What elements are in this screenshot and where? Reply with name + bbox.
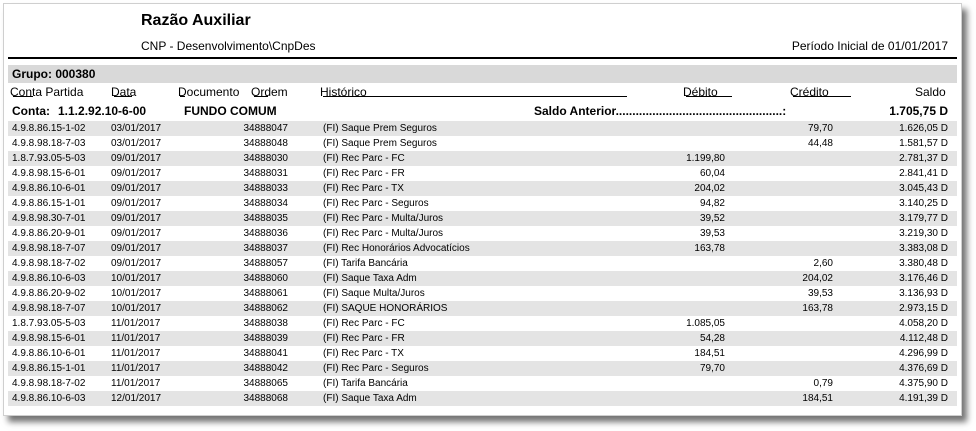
row-historico: (FI) SAQUE HONORÁRIOS bbox=[323, 303, 448, 314]
row-credito: 163,78 bbox=[802, 303, 833, 314]
table-row bbox=[8, 211, 957, 226]
row-historico: (FI) Rec Parc - FC bbox=[323, 318, 405, 329]
row-historico: (FI) Rec Honorários Advocatícios bbox=[323, 243, 470, 254]
row-documento: 34888061 bbox=[243, 288, 288, 299]
row-data: 09/01/2017 bbox=[111, 228, 162, 239]
report-subtitle: CNP - Desenvolvimento\CnpDes bbox=[141, 39, 316, 53]
row-debito: 163,78 bbox=[694, 243, 725, 254]
row-historico: (FI) Rec Parc - FR bbox=[323, 168, 405, 179]
row-documento: 34888041 bbox=[243, 348, 288, 359]
table-row bbox=[8, 196, 957, 211]
row-documento: 34888033 bbox=[243, 183, 288, 194]
row-conta-partida: 4.9.8.86.15-1-01 bbox=[12, 363, 86, 374]
row-historico: (FI) Rec Parc - TX bbox=[323, 348, 404, 359]
table-row bbox=[8, 271, 957, 286]
table-row bbox=[8, 346, 957, 361]
row-credito: 39,53 bbox=[807, 288, 833, 299]
table-row bbox=[8, 226, 957, 241]
row-saldo: 4.112,48 D bbox=[899, 333, 948, 344]
row-credito: 0,79 bbox=[813, 378, 833, 389]
row-data: 11/01/2017 bbox=[111, 363, 161, 374]
row-saldo: 3.219,30 D bbox=[899, 228, 948, 239]
row-conta-partida: 4.9.8.98.15-6-01 bbox=[12, 168, 86, 179]
row-data: 11/01/2017 bbox=[111, 348, 161, 359]
row-documento: 34888035 bbox=[243, 213, 288, 224]
table-row bbox=[8, 121, 957, 136]
row-conta-partida: 4.9.8.86.20-9-01 bbox=[12, 228, 86, 239]
row-documento: 34888057 bbox=[243, 258, 288, 269]
row-conta-partida: 4.9.8.86.10-6-01 bbox=[12, 348, 86, 359]
table-row bbox=[8, 151, 957, 166]
table-row bbox=[8, 286, 957, 301]
row-historico: (FI) Rec Parc - Seguros bbox=[323, 363, 429, 374]
row-conta-partida: 1.8.7.93.05-5-03 bbox=[12, 318, 86, 329]
row-conta-partida: 4.9.8.98.18-7-02 bbox=[12, 258, 86, 269]
row-documento: 34888060 bbox=[243, 273, 288, 284]
row-historico: (FI) Saque Taxa Adm bbox=[323, 273, 417, 284]
row-saldo: 1.626,05 D bbox=[899, 123, 948, 134]
row-conta-partida: 4.9.8.86.10-6-01 bbox=[12, 183, 86, 194]
row-saldo: 3.045,43 D bbox=[899, 183, 948, 194]
row-conta-partida: 4.9.8.86.20-9-02 bbox=[12, 288, 86, 299]
row-debito: 204,02 bbox=[694, 183, 725, 194]
table-row bbox=[8, 376, 957, 391]
row-historico: (FI) Rec Parc - Multa/Juros bbox=[323, 228, 444, 239]
row-data: 09/01/2017 bbox=[111, 168, 162, 179]
row-historico: (FI) Saque Taxa Adm bbox=[323, 393, 417, 404]
saldo-anterior-label: Saldo Anterior..................................................: bbox=[534, 104, 787, 118]
row-data: 10/01/2017 bbox=[111, 303, 162, 314]
row-saldo: 3.140,25 D bbox=[899, 198, 948, 209]
row-historico: (FI) Rec Parc - Multa/Juros bbox=[323, 213, 444, 224]
report-period: Período Inicial de 01/01/2017 bbox=[791, 39, 948, 53]
row-saldo: 4.191,39 D bbox=[899, 393, 948, 404]
row-debito: 79,70 bbox=[699, 363, 725, 374]
row-documento: 34888031 bbox=[243, 168, 288, 179]
row-documento: 34888039 bbox=[243, 333, 288, 344]
table-row bbox=[8, 301, 957, 316]
ledger-rows bbox=[8, 121, 957, 406]
row-documento: 34888068 bbox=[243, 393, 288, 404]
row-saldo: 4.375,90 D bbox=[899, 378, 948, 389]
row-historico: (FI) Saque Multa/Juros bbox=[323, 288, 425, 299]
row-credito: 79,70 bbox=[807, 123, 833, 134]
row-historico: (FI) Tarifa Bancária bbox=[323, 378, 408, 389]
row-documento: 34888062 bbox=[243, 303, 288, 314]
table-row bbox=[8, 181, 957, 196]
report-page bbox=[3, 3, 962, 416]
row-saldo: 3.179,77 D bbox=[899, 213, 948, 224]
table-row bbox=[8, 331, 957, 346]
account-line bbox=[8, 103, 957, 119]
row-saldo: 3.383,08 D bbox=[899, 243, 948, 254]
table-row bbox=[8, 361, 957, 376]
row-credito: 204,02 bbox=[802, 273, 833, 284]
row-credito: 184,51 bbox=[802, 393, 833, 404]
row-conta-partida: 1.8.7.93.05-5-03 bbox=[12, 153, 86, 164]
col-saldo: Saldo bbox=[915, 85, 946, 99]
table-row bbox=[8, 166, 957, 181]
account-label: Conta: bbox=[12, 104, 50, 118]
row-saldo: 4.058,20 D bbox=[899, 318, 948, 329]
row-data: 11/01/2017 bbox=[111, 378, 161, 389]
row-debito: 184,51 bbox=[694, 348, 725, 359]
row-debito: 94,82 bbox=[699, 198, 725, 209]
row-conta-partida: 4.9.8.98.15-6-01 bbox=[12, 333, 86, 344]
row-data: 03/01/2017 bbox=[111, 138, 162, 149]
row-saldo: 1.581,57 D bbox=[899, 138, 948, 149]
row-documento: 34888036 bbox=[243, 228, 288, 239]
row-saldo: 2.841,41 D bbox=[899, 168, 948, 179]
row-saldo: 3.380,48 D bbox=[899, 258, 948, 269]
column-headers: Conta Partida Data Documento Ordem Histórico Débito Crédito Saldo bbox=[10, 85, 946, 99]
saldo-anterior-value: 1.705,75 D bbox=[889, 104, 948, 118]
table-row bbox=[8, 316, 957, 331]
row-conta-partida: 4.9.8.98.18-7-07 bbox=[12, 243, 86, 254]
row-debito: 39,53 bbox=[699, 228, 725, 239]
row-documento: 34888034 bbox=[243, 198, 288, 209]
row-saldo: 3.176,46 D bbox=[899, 273, 948, 284]
table-row bbox=[8, 256, 957, 271]
header-divider bbox=[8, 57, 957, 59]
row-documento: 34888065 bbox=[243, 378, 288, 389]
row-historico: (FI) Tarifa Bancária bbox=[323, 258, 408, 269]
row-data: 10/01/2017 bbox=[111, 288, 162, 299]
row-data: 09/01/2017 bbox=[111, 183, 162, 194]
row-data: 12/01/2017 bbox=[111, 393, 162, 404]
row-data: 09/01/2017 bbox=[111, 153, 162, 164]
row-data: 10/01/2017 bbox=[111, 273, 162, 284]
row-data: 03/01/2017 bbox=[111, 123, 162, 134]
row-historico: (FI) Saque Prem Seguros bbox=[323, 123, 437, 134]
row-conta-partida: 4.9.8.86.10-6-03 bbox=[12, 393, 86, 404]
row-conta-partida: 4.9.8.98.18-7-03 bbox=[12, 138, 86, 149]
row-data: 11/01/2017 bbox=[111, 333, 161, 344]
row-conta-partida: 4.9.8.98.18-7-07 bbox=[12, 303, 86, 314]
row-debito: 1.199,80 bbox=[686, 153, 725, 164]
row-saldo: 2.973,15 D bbox=[899, 303, 948, 314]
row-debito: 54,28 bbox=[699, 333, 725, 344]
row-credito: 2,60 bbox=[813, 258, 833, 269]
row-historico: (FI) Rec Parc - FR bbox=[323, 333, 405, 344]
row-documento: 34888030 bbox=[243, 153, 288, 164]
row-historico: (FI) Rec Parc - FC bbox=[323, 153, 405, 164]
row-conta-partida: 4.9.8.98.30-7-01 bbox=[12, 213, 86, 224]
row-historico: (FI) Rec Parc - Seguros bbox=[323, 198, 429, 209]
row-conta-partida: 4.9.8.86.15-1-02 bbox=[12, 123, 86, 134]
row-debito: 39,52 bbox=[699, 213, 725, 224]
row-data: 11/01/2017 bbox=[111, 318, 161, 329]
account-code: 1.1.2.92.10-6-00 bbox=[58, 104, 147, 118]
row-documento: 34888037 bbox=[243, 243, 288, 254]
row-documento: 34888042 bbox=[243, 363, 288, 374]
table-row bbox=[8, 136, 957, 151]
row-conta-partida: 4.9.8.86.10-6-03 bbox=[12, 273, 86, 284]
report-title: Razão Auxiliar bbox=[141, 12, 251, 29]
row-historico: (FI) Rec Parc - TX bbox=[323, 183, 404, 194]
row-debito: 60,04 bbox=[699, 168, 725, 179]
row-conta-partida: 4.9.8.98.18-7-02 bbox=[12, 378, 86, 389]
row-saldo: 2.781,37 D bbox=[899, 153, 948, 164]
row-data: 09/01/2017 bbox=[111, 198, 162, 209]
row-data: 09/01/2017 bbox=[111, 243, 162, 254]
row-credito: 44,48 bbox=[807, 138, 833, 149]
row-saldo: 4.376,69 D bbox=[899, 363, 948, 374]
row-debito: 1.085,05 bbox=[686, 318, 725, 329]
row-documento: 34888047 bbox=[243, 123, 288, 134]
row-conta-partida: 4.9.8.86.15-1-01 bbox=[12, 198, 86, 209]
row-documento: 34888048 bbox=[243, 138, 288, 149]
row-data: 09/01/2017 bbox=[111, 258, 162, 269]
table-row bbox=[8, 241, 957, 256]
row-historico: (FI) Saque Prem Seguros bbox=[323, 138, 437, 149]
table-row bbox=[8, 391, 957, 406]
row-saldo: 4.296,99 D bbox=[899, 348, 948, 359]
row-data: 09/01/2017 bbox=[111, 213, 162, 224]
account-name: FUNDO COMUM bbox=[184, 104, 277, 118]
row-documento: 34888038 bbox=[243, 318, 288, 329]
group-header: Grupo: 000380 bbox=[8, 65, 957, 83]
row-saldo: 3.136,93 D bbox=[899, 288, 948, 299]
